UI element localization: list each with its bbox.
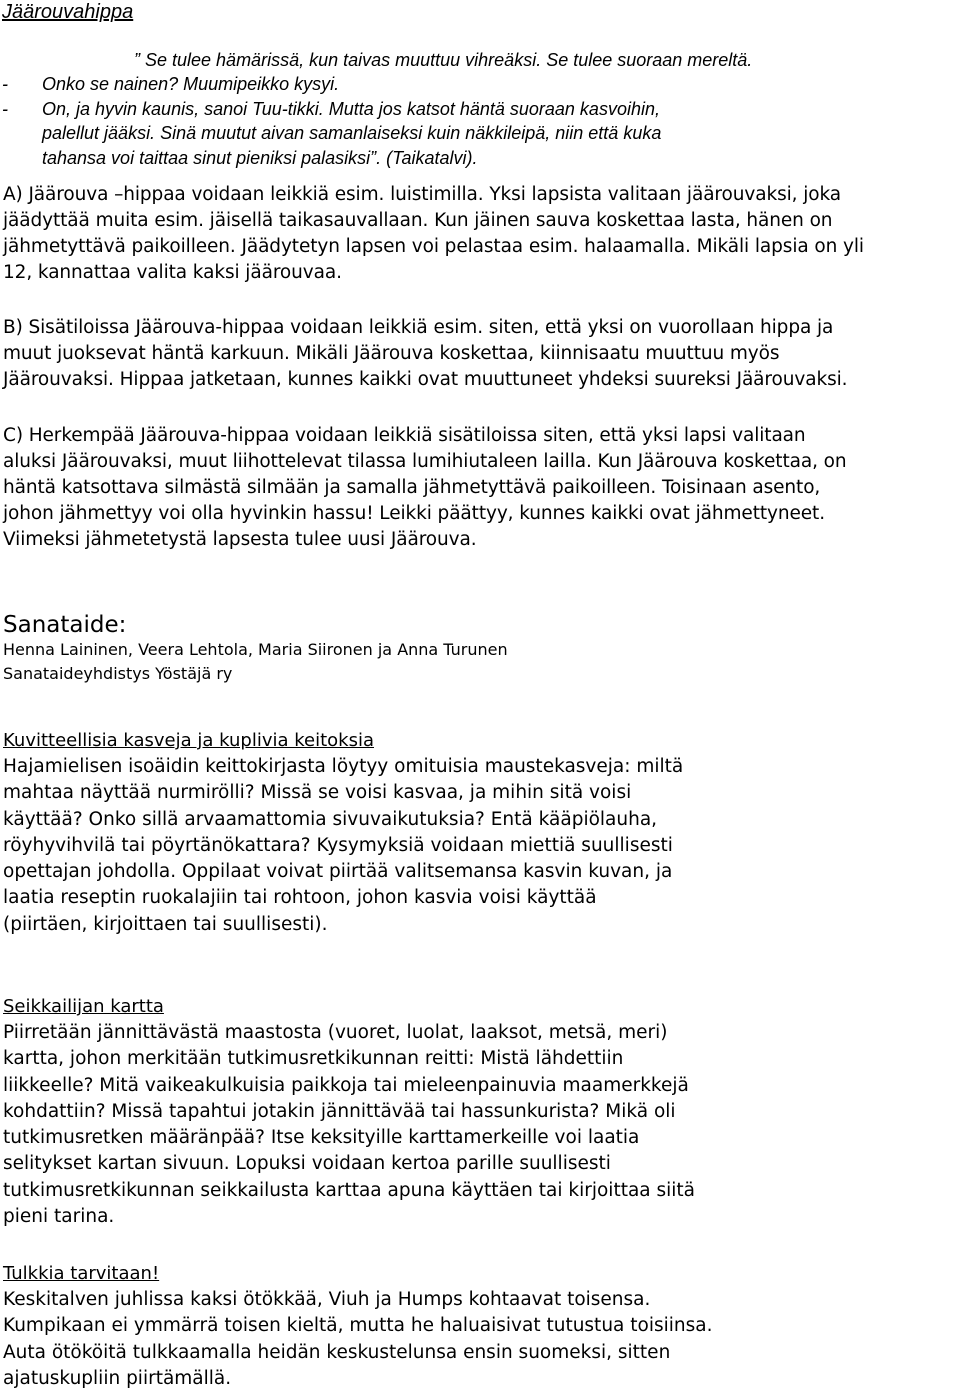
section-heading-interpreter: Tulkkia tarvitaan! <box>3 1263 160 1284</box>
paragraph-line: opettajan johdolla. Oppilaat voivat piirtää valitsemansa kasvin kuvan, ja <box>3 861 673 883</box>
poem-line: palellut jääksi. Sinä muutut aivan samanlaiseksi kuin näkkileipä, niin että kuka <box>42 123 662 144</box>
sanataide-heading: Sanataide: <box>3 612 127 638</box>
paragraph-line: pieni tarina. <box>3 1206 115 1228</box>
paragraph-line: Hajamielisen isoäidin keittokirjasta löytyy omituisia maustekasveja: miltä <box>3 756 684 777</box>
paragraph-line: tutkimusretkikunnan seikkailusta karttaa apuna käyttäen tai kirjoittaa siitä <box>3 1179 696 1201</box>
paragraph-line: 12, kannattaa valita kaksi jäärouvaa. <box>3 262 342 283</box>
poem-line <box>2 72 942 96</box>
paragraph-line: jäädyttää muita esim. jäisellä taikasauvallaan. Kun jäinen sauva koskettaa lasta, hänen on <box>3 210 833 231</box>
paragraph-line: ajatuskupliin piirtämällä. <box>3 1367 232 1389</box>
paragraph-line: johon jähmettyy voi olla hyvinkin hassu! Leikki päättyy, kunnes kaikki ovat jähmettyneet. <box>3 503 825 524</box>
paragraph-line: aluksi Jäärouvaksi, muut liihottelevat tilassa lumihiutaleen lailla. Kun Jäärouva koskettaa, on <box>3 451 847 472</box>
rule-c-paragraph <box>3 423 958 553</box>
paragraph-line: muut juoksevat häntä karkuun. Mikäli Jäärouva koskettaa, kiinnisaatu muuttuu myös <box>3 343 780 364</box>
sanataide-credits <box>3 638 508 686</box>
section-heading-plants: Kuvitteellisia kasveja ja kuplivia keitoksia <box>3 730 374 751</box>
paragraph-line: laatia reseptin ruokalajiin tai rohtoon, johon kasvia voisi käyttää <box>3 887 597 909</box>
poem-line-text: Onko se nainen? Muumipeikko kysyi. <box>42 74 340 95</box>
dialogue-dash: - <box>2 74 8 95</box>
paragraph-line: C) Herkempää Jäärouva-hippaa voidaan leikkiä sisätiloissa siten, että yksi lapsi valitaan <box>3 425 806 446</box>
organization-line: Sanataideyhdistys Yöstäjä ry <box>3 664 233 683</box>
poem-line: tahansa voi taittaa sinut pieniksi palasiksi”. (Taikatalvi). <box>42 147 478 168</box>
poem-line-text: On, ja hyvin kaunis, sanoi Tuu-tikki. Mutta jos katsot häntä suoraan kasvoihin, <box>42 98 660 119</box>
paragraph-line: kartta, johon merkitään tutkimusretkikunnan reitti: Mistä lähdettiin <box>3 1048 624 1070</box>
paragraph-line: Kumpikaan ei ymmärrä toisen kieltä, mutta he haluaisivat tutustua toisiinsa. <box>3 1315 713 1337</box>
paragraph-line: kohdattiin? Missä tapahtui jotakin jännittävää tai hassunkurista? Mikä oli <box>3 1100 676 1122</box>
paragraph-line: A) Jäärouva –hippaa voidaan leikkiä esim. luistimilla. Yksi lapsista valitaan jäärouvaksi, joka <box>3 184 841 205</box>
section-body-map <box>3 1020 958 1230</box>
rule-b-paragraph <box>3 315 958 393</box>
paragraph-line: B) Sisätiloissa Jäärouva-hippaa voidaan leikkiä esim. siten, että yksi on vuorollaan hippa ja <box>3 317 834 338</box>
paragraph-line: käyttää? Onko sillä arvaamattomia sivuvaikutuksia? Entä kääpiölauha, <box>3 808 658 830</box>
paragraph-line: Piirretään jännittävästä maastosta (vuoret, luolat, laaksot, metsä, meri) <box>3 1022 668 1043</box>
paragraph-line: Viimeksi jähmetetystä lapsesta tulee uusi Jäärouva. <box>3 529 477 550</box>
section-heading-map: Seikkailijan kartta <box>3 996 164 1017</box>
paragraph-line: Auta ötököitä tulkkaamalla heidän keskustelunsa ensin suomeksi, sitten <box>3 1341 671 1363</box>
rule-a-paragraph <box>3 182 958 286</box>
paragraph-line: Keskitalven juhlissa kaksi ötökkää, Viuh ja Humps kohtaavat toisensa. <box>3 1289 651 1310</box>
section-body-interpreter <box>3 1287 958 1392</box>
paragraph-line: röyhyvihvilä tai pöyrtänökattara? Kysymyksiä voidaan miettiä suullisesti <box>3 834 673 856</box>
paragraph-line: liikkeelle? Mitä vaikeakulkuisia paikkoja tai mieleenpainuvia maamerkkejä <box>3 1074 689 1096</box>
paragraph-line: (piirtäen, kirjoittaen tai suullisesti). <box>3 913 328 935</box>
poem-quote <box>2 48 942 170</box>
poem-line: ” Se tulee hämärissä, kun taivas muuttuu vihreäksi. Se tulee suoraan mereltä. <box>134 50 753 70</box>
document-title: Jäärouvahippa <box>2 1 134 23</box>
paragraph-line: jähmetyttävä paikoilleen. Jäädytetyn lapsen voi pelastaa esim. halaamalla. Mikäli lapsia on yli <box>3 236 864 257</box>
dialogue-dash: - <box>2 98 8 119</box>
poem-line <box>2 97 942 121</box>
paragraph-line: Jäärouvaksi. Hippaa jatketaan, kunnes kaikki ovat muuttuneet yhdeksi suureksi Jäärouvaksi. <box>3 369 848 390</box>
paragraph-line: mahtaa näyttää nurmirölli? Missä se voisi kasvaa, ja mihin sitä voisi <box>3 782 632 804</box>
section-body-plants <box>3 754 958 938</box>
paragraph-line: tutkimusretken määränpää? Itse keksityille karttamerkeille voi laatia <box>3 1127 640 1149</box>
paragraph-line: selitykset kartan sivuun. Lopuksi voidaan kertoa parille suullisesti <box>3 1153 611 1175</box>
paragraph-line: häntä katsottava silmästä silmään ja samalla jähmetyttävä paikoilleen. Toisinaan asento, <box>3 477 821 498</box>
authors-line: Henna Laininen, Veera Lehtola, Maria Siironen ja Anna Turunen <box>3 640 508 659</box>
